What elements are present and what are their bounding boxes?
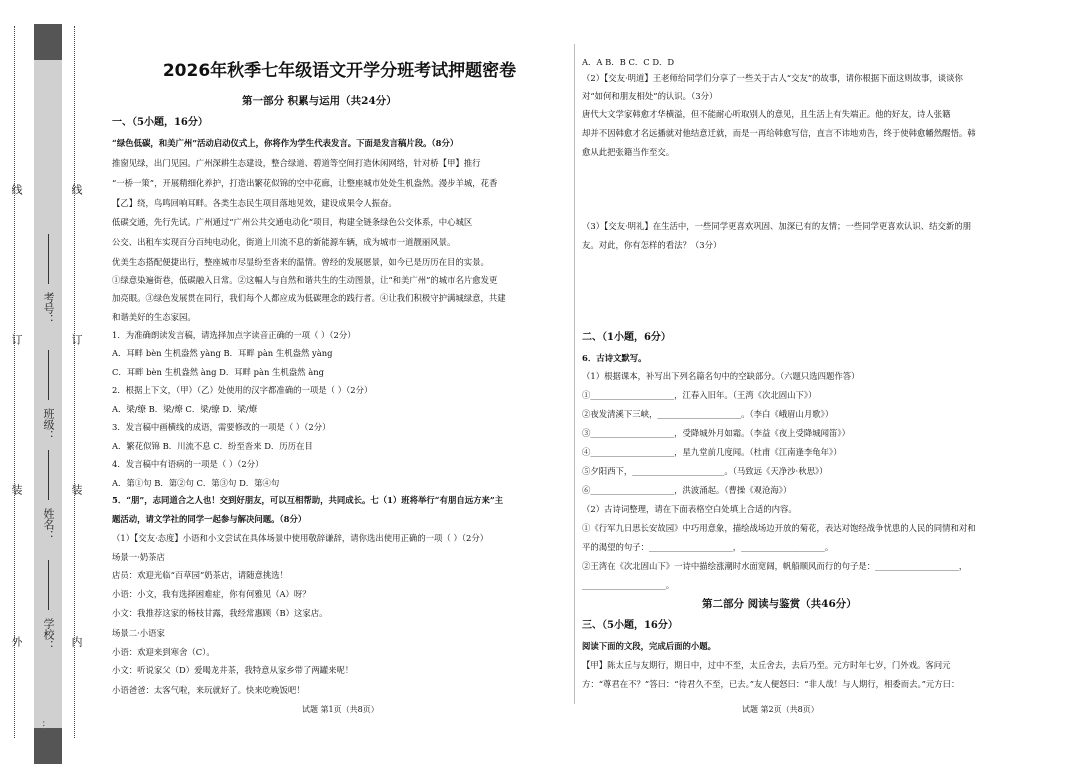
page-1-line: 小语：欢迎来到寒舍（C）。: [112, 647, 215, 657]
outer-label: 外: [10, 636, 23, 647]
page-1-line: 低碳交通，先行先试。广州通过“广州公共交通电动化”项目，构建全链条绿色公交体系，中心城区: [112, 217, 473, 227]
mark-xian-outer: 线: [10, 184, 23, 195]
page-2-line: ⑤夕阳西下，______________________。（马致远《天净沙·秋思》）: [582, 466, 828, 476]
field-school-label: 学校：: [42, 618, 55, 651]
page-2-line: ①____________________，江春入旧年。（王湾《次北固山下》）: [582, 390, 817, 400]
page-1-line: 小文：听说家父（D）爱喝龙井茶，我特意从家乡带了两罐来呢！: [112, 665, 354, 675]
binding-margin: [0, 0, 98, 764]
field-class-label: 班级：: [42, 408, 55, 441]
page-2-line: ④____________________，星九堂前几度闻。（杜甫《江南逢李龟年》）: [582, 447, 842, 457]
page-2-line: 却并不因韩愈才名远播就对他结意迁就，而是一再给韩愈写信，直言不讳地劝告，终于使韩愈幡然醒悟。韩: [582, 128, 976, 138]
page-1-line: A．梁/缭 B．梁/燎 C．梁/缭 D．梁/燎: [112, 404, 258, 414]
page-1-line: 3．发言稿中画横线的成语，需要修改的一项是（ ）（2分）: [112, 422, 331, 432]
page-1-line: 2．根据上下文，（甲）（乙）处使用的汉字都准确的一项是（ ）（2分）: [112, 385, 373, 395]
page-1-line: 优美生态搭配便捷出行，整座城市尽显纷至沓来的温情。曾经的发展愿景，如今已是历历在目的实景。: [112, 257, 489, 267]
page-2-line: （1）根据课本，补写出下列名篇名句中的空缺部分。（六题只选四题作答）: [582, 371, 860, 381]
page-2-line: 三、（5小题，16分）: [582, 620, 678, 631]
mark-zhuang-outer: 装: [10, 484, 23, 495]
page-2-line: 对“如何和朋友相处”的认识。（3分）: [582, 91, 718, 101]
page-1-line: ①绿意染遍街巷，低碳融入日常。②这幅人与自然和谐共生的生动图景，让“和美广州”的城市名片愈发更: [112, 275, 498, 285]
inner-label: 内: [70, 636, 83, 647]
page-2-line: 愈从此把张籍当作至交。: [582, 147, 675, 157]
page-2-line: 友。对此，你有怎样的看法？（3分）: [582, 240, 722, 250]
page-1-line: 场景二·小语家: [112, 628, 165, 638]
part-one-heading: 第一部分 积累与运用（共24分）: [242, 95, 397, 107]
page-1-line: 推窗见绿，出门见园。广州深耕生态建设，整合绿道、碧道等空间打造休闲网络，针对桥【甲】推行: [112, 158, 481, 168]
outer-dotted-line: [14, 26, 15, 738]
gray-bar-top: [34, 24, 62, 60]
field-school-blank[interactable]: [48, 560, 59, 610]
page-1-line: 【乙】绕，鸟鸣回响耳畔。各类生态民生项目落地见效，建设成果令人振奋。: [112, 198, 397, 208]
page-2-line: 【甲】陈太丘与友期行，期日中，过中不至，太丘舍去，去后乃至。元方时年七岁，门外戏。客问元: [582, 660, 951, 670]
page-1-line: C．耳畔 bèn 生机盎然 àng D．耳畔 pàn 生机盎然 àng: [112, 367, 324, 377]
page-2-line: ____________________。: [582, 580, 675, 590]
page-1-line: 加亮眼。③绿色发展贯在同行，我们每个人都应成为低碳理念的践行者。④让我们积极守护满城绿意，共建: [112, 293, 506, 303]
mark-xian-inner: 线: [70, 184, 83, 195]
page-2-line: ①《行军九日思长安故园》中巧用意象，描绘战场边开放的菊花，表达对饱经战争忧患的人民的同情和对和: [582, 523, 976, 533]
page-1-line: 和谐美好的生态家园。: [112, 312, 196, 322]
field-id-blank[interactable]: [48, 234, 59, 284]
page-1-line: 小文：我推荐这家的杨枝甘露，我经常惠顾（B）这家店。: [112, 608, 328, 618]
page-1-line: “一桥一策”，开展精细化养护，打造出繁花似锦的空中花廊，让整座城市处处生机盎然。漫步羊城，花香: [112, 178, 498, 188]
page-1-line: “绿色低碳，和美广州”活动启动仪式上，你将作为学生代表发言。下面是发言稿片段。（8分）: [112, 138, 459, 148]
page-2-line: 方：“尊君在不？”答曰：“待君久不至，已去。”友人便怒曰：“非人哉！与人期行，相委而去。”元方曰：: [582, 679, 960, 689]
field-class-blank[interactable]: [48, 350, 59, 400]
page-1-line: 一、（5小题，16分）: [112, 117, 208, 128]
page-1-line: 小语：小文，我有选择困难症，你有何雅见（A）呀？: [112, 589, 311, 599]
page-2-line: （2）古诗词整理，请在下面表格空白处填上合适的内容。: [582, 504, 797, 514]
page-2-line: ②夜发清溪下三峡，____________________。（李白《峨眉山月歌》）: [582, 409, 834, 419]
page-2-line: ③____________________，受降城外月如霜。（李益《夜上受降城闻笛》）: [582, 428, 850, 438]
exam-title: 2026年秋季七年级语文开学分班考试押题密卷: [162, 61, 517, 81]
page-1-line: 场景一·奶茶店: [112, 552, 165, 562]
page-2-line: A．A B．B C．C D．D: [582, 57, 675, 67]
page-2-line: （2）【交友·明道】王老师给同学们分享了一些关于古人“交友”的故事，请你根据下面这则故事，谈谈你: [582, 73, 963, 83]
page-2-line: （3）【交友·明礼】在生活中，一些同学更喜欢巩固、加深已有的友情；一些同学更喜欢认识、结交新的朋: [582, 221, 972, 231]
mark-zhuang-inner: 装: [70, 484, 83, 495]
page-2-footer: 试题 第2页（共8页）: [742, 705, 819, 714]
gray-bar-bottom: [34, 728, 62, 764]
page-1-line: 1．为准确朗读发言稿，请选择加点字读音正确的一项（ ）（2分）: [112, 330, 356, 340]
page-1-line: 题活动，请文学社的同学一起参与解决问题。（8分）: [112, 514, 307, 524]
page-2-line: 二、（1小题，6分）: [582, 332, 671, 343]
page-1-line: 5．“朋”，志同道合之人也！交到好朋友，可以互相帮助，共同成长。七（1）班将举行“有朋自远方来”主: [112, 495, 504, 505]
part-two-heading: 第二部分 阅读与鉴赏（共46分）: [702, 598, 857, 610]
page-1-line: 公交、出租车实现百分百纯电动化，街道上川流不息的新能源车辆，成为城市一道靓丽风景。: [112, 237, 456, 247]
page-2-line: ⑥____________________，洪波涌起。（曹操《观沧海》）: [582, 485, 792, 495]
page-1-line: A．耳畔 bèn 生机盎然 yàng B．耳畔 pàn 生机盎然 yàng: [112, 348, 333, 358]
page-2-line: 阅读下面的文段，完成后面的小题。: [582, 641, 716, 651]
page-1-line: 店员：欢迎光临“百草园”奶茶店，请随意挑选！: [112, 570, 289, 580]
page-1-line: A．繁花似锦 B．川流不息 C．纷至沓来 D．历历在目: [112, 441, 313, 451]
page-2-line: 唐代大文学家韩愈才华横溢，但不能耐心听取别人的意见，且生活上有失端正。他的好友，诗人张籍: [582, 109, 951, 119]
page-1-line: 4．发言稿中有语病的一项是（ ）（2分）: [112, 459, 264, 469]
page-1-line: A．第①句 B．第②句 C．第③句 D．第④句: [112, 478, 280, 488]
field-name-blank[interactable]: [48, 450, 59, 500]
mark-ding-outer: 订: [10, 334, 23, 345]
page-1-line: （1）【交友·态度】小语和小文尝试在具体场景中使用敬辞谦辞，请你选出使用正确的一项（ ）（2分）: [112, 533, 489, 543]
field-name-label: 姓名：: [42, 508, 55, 541]
field-id-label: 考号：: [42, 292, 55, 325]
page-2-line: ②王湾在《次北固山下》一诗中描绘涨潮时水面宽阔，帆船顺风而行的句子是：____________________，: [582, 561, 968, 571]
page-1-line: 小语爸爸：太客气啦，来玩就好了。快来吃晚饭吧！: [112, 685, 305, 695]
page-2-line: 6．古诗文默写。: [582, 353, 647, 363]
page-divider: [574, 44, 575, 704]
inner-dotted-line: [74, 26, 75, 738]
bar-decor: …: [40, 720, 53, 731]
page-2-line: 平的渴望的句子：____________________，____________________。: [582, 542, 834, 552]
page-1-footer: 试题 第1页（共8页）: [302, 705, 379, 714]
mark-ding-inner: 订: [70, 334, 83, 345]
